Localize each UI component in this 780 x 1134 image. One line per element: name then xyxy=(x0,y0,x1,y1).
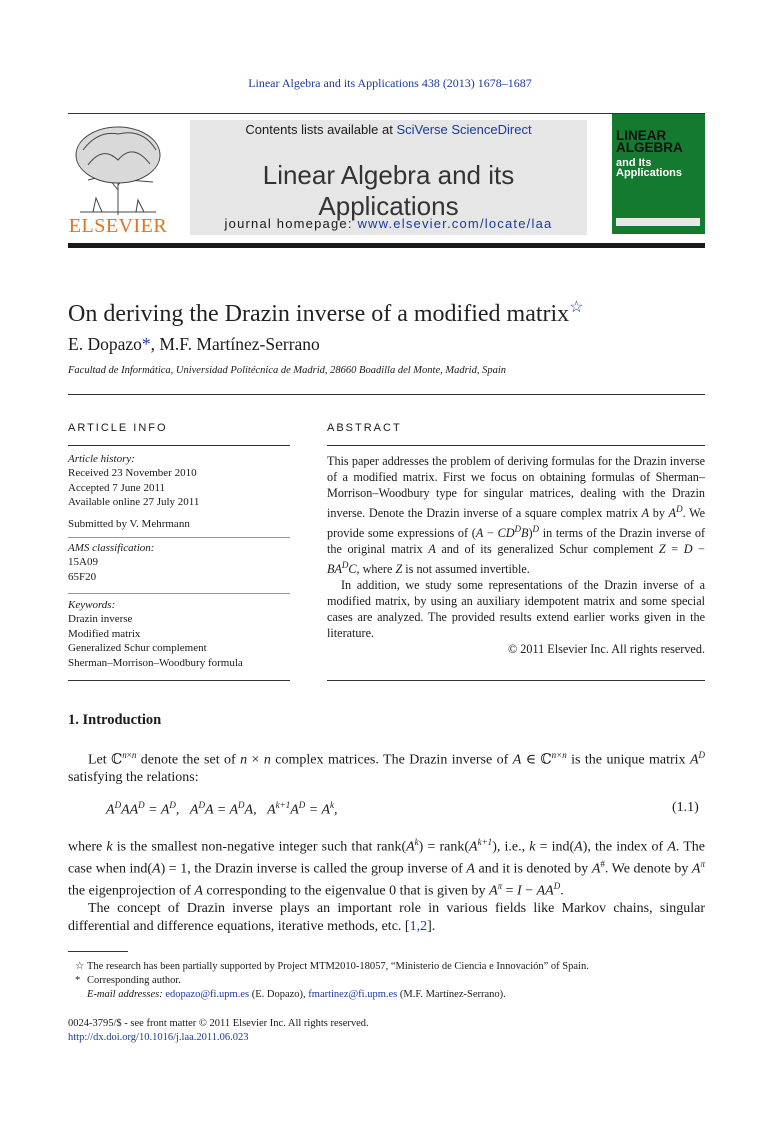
accepted-date: Accepted 7 June 2011 xyxy=(68,481,166,494)
author-1: E. Dopazo xyxy=(68,334,142,354)
intro-text: is the unique matrix xyxy=(566,752,690,768)
homepage-link[interactable]: www.elsevier.com/locate/laa xyxy=(357,216,553,231)
cover-line3: and Its xyxy=(616,157,652,169)
abstract-body xyxy=(327,453,705,657)
keywords-label: Keywords: xyxy=(68,599,116,611)
homepage-prefix: journal homepage: xyxy=(224,216,358,231)
abstract-rule xyxy=(327,445,705,446)
cover-line2: ALGEBRA xyxy=(616,140,683,155)
info-divider-1 xyxy=(68,537,290,538)
intro-text: is the smallest non-negative integer such that rank( xyxy=(112,839,407,855)
abstract-text: , where xyxy=(356,562,396,577)
history-label: Article history: xyxy=(68,453,135,465)
contents-line xyxy=(190,122,587,137)
intro-text: ) = rank( xyxy=(418,839,470,855)
email-label: E-mail addresses: xyxy=(87,989,166,1000)
journal-banner xyxy=(190,120,587,235)
footnote-1-mark: ☆ xyxy=(75,961,85,972)
ams-label: AMS classification: xyxy=(68,542,155,554)
email-addresses xyxy=(75,988,715,1002)
abstract-paragraph-2: In addition, we study some representations of the Drazin inverse of a modified matrix, by using an auxiliary idempotent matrix and some special cases are analyzed. The provided results extend earlier works given in the literature. xyxy=(327,578,705,641)
cover-title xyxy=(616,130,683,154)
abstract-text: This paper addresses the problem of deriving formulas for the Drazin inverse of a modified matrix. First we focus on obtaining formulas of Sherman–Morrison–Woodbury type for singular matrices, dealing with the Drazin inverse. Denote the Drazin inverse of a square complex matrix xyxy=(327,454,705,521)
footnote-2-mark: * xyxy=(75,975,81,986)
elsevier-logo xyxy=(68,120,168,235)
cover-line4: Applications xyxy=(616,167,683,179)
homepage-line xyxy=(190,216,587,231)
section-heading-introduction: 1. Introduction xyxy=(68,712,162,728)
abstract-text: and of its generalized Schur complement xyxy=(435,542,659,557)
intro-text: where xyxy=(68,839,107,855)
info-bottom-rule xyxy=(68,680,290,681)
intro-paragraph-2: where k is the smallest non-negative integer such that $rank(A^k)$ = $rank(A^{k+1})$, i.e., k = ind(A), the index of A. The case when ind(A) = 1, the Drazin inverse is called the group inverse of A and it is denoted by A#. We denote by $A^\pi$ the eigenprojection of A corresponding to the eigenvalue 0 that is given by $A^\pi = I - AA^D$. The concept of Drazin inverse plays an important role in various fields like Markov chains, singular differential and difference equations, iterative methods, etc. [1,2]. xyxy=(68,837,706,934)
ams-code-1: 15A09 xyxy=(68,556,98,569)
keyword-3: Generalized Schur complement xyxy=(68,642,207,655)
footnote-2 xyxy=(75,974,715,988)
sciencedirect-link[interactable]: SciVerse ScienceDirect xyxy=(396,122,532,137)
intro-paragraph-1: Let ℂ$^{n\times n}$ denote the set of n × n complex matrices. The Drazin inverse of A ∈ ℂ$^{n\times n}$ is the unique matrix $A^D$ satisfying the relations: xyxy=(68,750,706,786)
abstract-text: is not assumed invertible. xyxy=(402,562,530,577)
authors xyxy=(68,334,320,355)
intro-text: corresponding to the eigenvalue 0 that is given by xyxy=(202,883,490,899)
online-date: Available online 27 July 2011 xyxy=(68,496,200,509)
header-thick-rule xyxy=(68,243,705,248)
intro-text: ) = 1, the Drazin inverse is called the group inverse of xyxy=(160,861,467,877)
contents-prefix: Contents lists available at xyxy=(245,122,397,137)
email-1-name: (E. Dopazo), xyxy=(249,989,309,1000)
ams-classification xyxy=(68,541,290,584)
publisher-name: ELSEVIER xyxy=(68,215,168,237)
email-link-1[interactable]: edopazo@fi.upm.es xyxy=(165,989,250,1000)
footnotes xyxy=(75,960,715,1002)
intro-text: The concept of Drazin inverse plays an important role in various fields like Markov chains, singular differential and difference equations, iterative methods, etc. [ xyxy=(68,901,705,934)
ams-code-2: 65F20 xyxy=(68,570,97,583)
issn-line: 0024-3795/$ - see front matter © 2011 Elsevier Inc. All rights reserved. xyxy=(68,1018,369,1029)
abstract-copyright: © 2011 Elsevier Inc. All rights reserved. xyxy=(508,642,705,657)
keyword-4: Sherman–Morrison–Woodbury formula xyxy=(68,656,243,669)
abstract-text: in terms of the Drazin inverse of the original matrix xyxy=(327,526,705,557)
intro-text: denote the set of xyxy=(136,752,241,768)
doi-link[interactable]: http://dx.doi.org/10.1016/j.laa.2011.06.023 xyxy=(68,1032,249,1043)
title-rule xyxy=(68,394,705,395)
title-footnote-mark[interactable]: ☆ xyxy=(569,299,584,316)
reference-link[interactable]: 1,2 xyxy=(409,918,428,934)
article-title xyxy=(68,297,584,328)
abstract-bottom-rule xyxy=(327,680,705,681)
keywords xyxy=(68,598,290,670)
journal-reference[interactable]: Linear Algebra and its Applications 438 (2013) 1678–1687 xyxy=(248,76,532,90)
intro-text: the eigenprojection of xyxy=(68,883,195,899)
cover-subtitle xyxy=(616,158,682,178)
submitted-by: Submitted by V. Mehrmann xyxy=(68,518,190,530)
affiliation: Facultad de Informática, Universidad Politécnica de Madrid, 28660 Boadilla del Monte, Madrid, Spain xyxy=(68,365,507,376)
info-divider-2 xyxy=(68,593,290,594)
abstract-heading: ABSTRACT xyxy=(327,422,402,434)
cover-strip xyxy=(616,218,700,226)
received-date: Received 23 November 2010 xyxy=(68,467,197,480)
corresponding-author-mark[interactable]: * xyxy=(141,334,151,354)
footnote-1 xyxy=(75,960,715,974)
info-rule xyxy=(68,445,290,446)
article-title-text: On deriving the Drazin inverse of a modified matrix xyxy=(68,301,570,327)
header-rule xyxy=(68,113,705,114)
intro-text: ]. xyxy=(427,918,436,934)
front-matter xyxy=(68,1017,369,1045)
keyword-1: Drazin inverse xyxy=(68,613,133,626)
journal-cover xyxy=(612,114,705,234)
footnote-rule xyxy=(68,951,128,952)
intro-text: = ind( xyxy=(535,839,575,855)
journal-title: Linear Algebra and its Applications xyxy=(262,160,515,221)
email-link-2[interactable]: fmartinez@fi.upm.es xyxy=(308,989,398,1000)
article-info-heading: ARTICLE INFO xyxy=(68,422,168,434)
intro-text: and it is denoted by xyxy=(474,861,592,877)
intro-text: ), i.e., xyxy=(492,839,530,855)
intro-text: complex matrices. The Drazin inverse of xyxy=(270,752,513,768)
article-history xyxy=(68,452,290,510)
equation-number: (1.1) xyxy=(672,800,699,815)
intro-text: satisfying the relations: xyxy=(68,770,199,786)
equation-1-1: $A^DAA^D = A^D$, $A^DA = A^DA$, $A^{k+1}A^D = A^k$, xyxy=(106,800,338,818)
keyword-2: Modified matrix xyxy=(68,627,141,640)
footnote-2-text: Corresponding author. xyxy=(87,975,181,986)
abstract-paragraph-1: This paper addresses the problem of deriving formulas for the Drazin inverse of a modified matrix. First we focus on obtaining formulas of Sherman–Morrison–Woodbury type for singular matrices, dealing with the Drazin inverse. Denote the Drazin inverse of a square complex matrix A by $A^D$. We provide some expressions of $(A - CD^DB)^D$ in terms of the Drazin inverse of the original matrix A and of its generalized Schur complement $Z = D - BA^DC$, where Z is not assumed invertible. xyxy=(327,454,706,577)
intro-text: ), the index of xyxy=(582,839,668,855)
cover-line1: LINEAR xyxy=(616,128,667,143)
footnote-1-text: The research has been partially supported by Project MTM2010-18057, “Ministerio de Ciencia e Innovación” of Spain. xyxy=(87,961,589,972)
email-2-name: (M.F. Martínez-Serrano). xyxy=(397,989,506,1000)
intro-text: . We denote by xyxy=(604,861,692,877)
author-2: , M.F. Martínez-Serrano xyxy=(150,334,320,354)
intro-text: Let xyxy=(88,752,112,768)
intro-text: . The case when ind( xyxy=(68,839,706,877)
